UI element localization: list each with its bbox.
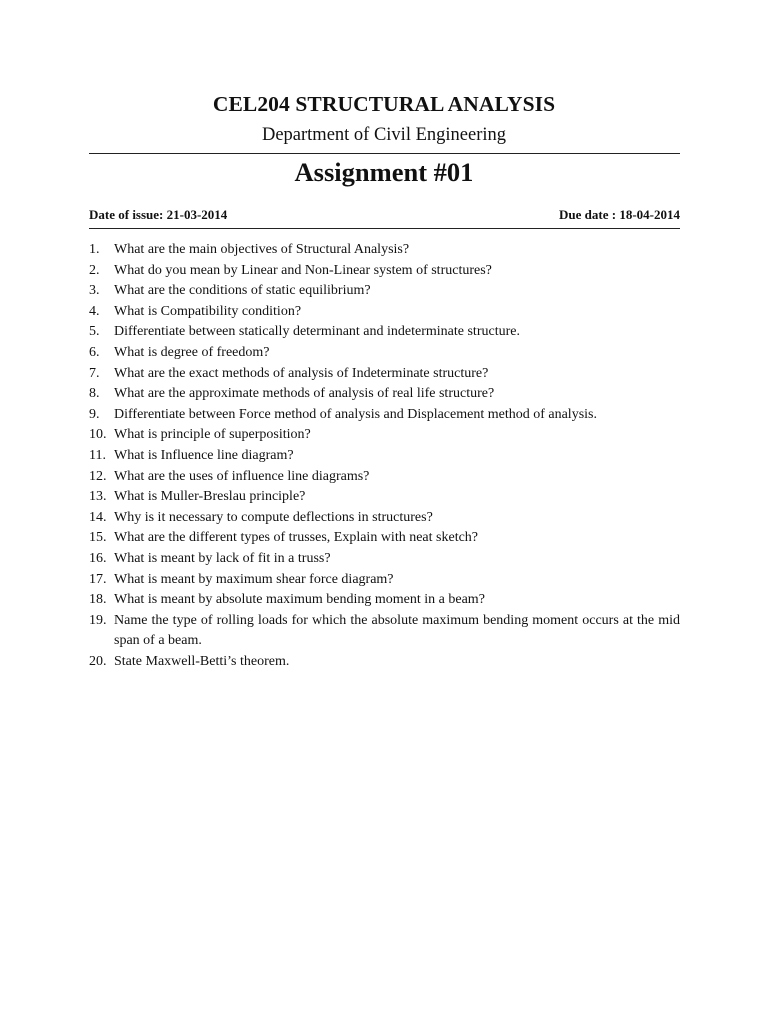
question-text: What is Influence line diagram? [114, 447, 294, 463]
header-divider-top [89, 153, 680, 154]
question-number: 11. [89, 447, 106, 463]
question-number: 20. [89, 653, 107, 669]
question-item [89, 467, 680, 488]
question-number: 13. [89, 489, 107, 505]
question-item [89, 508, 680, 529]
question-number: 8. [89, 386, 100, 402]
question-item [89, 528, 680, 549]
question-text: What is degree of freedom? [114, 344, 270, 360]
question-item [89, 487, 680, 508]
question-number: 5. [89, 324, 100, 340]
question-text: What are the exact methods of analysis of Indeterminate structure? [114, 365, 489, 381]
question-number: 7. [89, 365, 100, 381]
assignment-title: Assignment #01 [294, 157, 474, 187]
question-text: What is meant by maximum shear force diagram? [114, 571, 394, 587]
course-title: CEL204 STRUCTURAL ANALYSIS [212, 92, 556, 116]
question-item [89, 425, 680, 446]
question-text: What is principle of superposition? [114, 427, 311, 443]
question-item [89, 240, 680, 261]
question-item [89, 446, 680, 467]
question-number: 17. [89, 571, 107, 587]
date-of-issue: Date of issue: 21-03-2014 [89, 207, 228, 222]
question-number: 9. [89, 406, 100, 422]
question-text: Differentiate between statically determinant and indeterminate structure. [114, 324, 520, 340]
question-text: Name the type of rolling loads for which the absolute maximum bending moment occurs at the mid span of a beam. [114, 612, 680, 649]
question-text: What is Compatibility condition? [114, 303, 302, 319]
question-number: 4. [89, 303, 100, 319]
question-item [89, 302, 680, 323]
question-text: What is meant by absolute maximum bending moment in a beam? [114, 592, 485, 608]
question-item [89, 343, 680, 364]
question-number: 14. [89, 509, 107, 525]
question-number: 1. [89, 242, 100, 257]
question-text: What are the main objectives of Structural Analysis? [114, 242, 410, 257]
question-item [89, 281, 680, 302]
question-number: 10. [89, 427, 107, 443]
question-text: What do you mean by Linear and Non-Linear system of structures? [114, 262, 492, 278]
question-text: What are the approximate methods of analysis of real life structure? [114, 386, 495, 402]
question-number: 12. [89, 468, 107, 484]
question-number: 6. [89, 344, 100, 360]
question-item [89, 590, 680, 611]
question-number: 2. [89, 262, 100, 278]
question-item [89, 405, 680, 426]
question-text: What is Muller-Breslau principle? [114, 489, 306, 505]
question-number: 16. [89, 550, 107, 566]
question-text: What are the conditions of static equilibrium? [114, 283, 371, 299]
question-item [89, 549, 680, 570]
question-item [89, 652, 680, 673]
question-list [89, 240, 680, 672]
question-text: What is meant by lack of fit in a truss? [114, 550, 331, 566]
question-text: What are the uses of influence line diagrams? [114, 468, 370, 484]
question-item [89, 322, 680, 343]
question-number: 19. [89, 612, 107, 628]
question-text: State Maxwell-Betti’s theorem. [114, 653, 290, 669]
header-divider-bottom [89, 228, 680, 229]
question-number: 18. [89, 592, 107, 608]
question-item [89, 570, 680, 591]
due-date: Due date : 18-04-2014 [559, 207, 680, 222]
question-text: Why is it necessary to compute deflections in structures? [114, 509, 433, 525]
question-item [89, 384, 680, 405]
question-number: 3. [89, 283, 100, 299]
question-item [89, 364, 680, 385]
question-item [89, 261, 680, 282]
department-name: Department of Civil Engineering [261, 125, 507, 145]
question-text: Differentiate between Force method of analysis and Displacement method of analysis. [114, 406, 597, 422]
question-number: 15. [89, 530, 107, 546]
question-text: What are the different types of trusses, Explain with neat sketch? [114, 530, 479, 546]
question-item [89, 611, 680, 652]
